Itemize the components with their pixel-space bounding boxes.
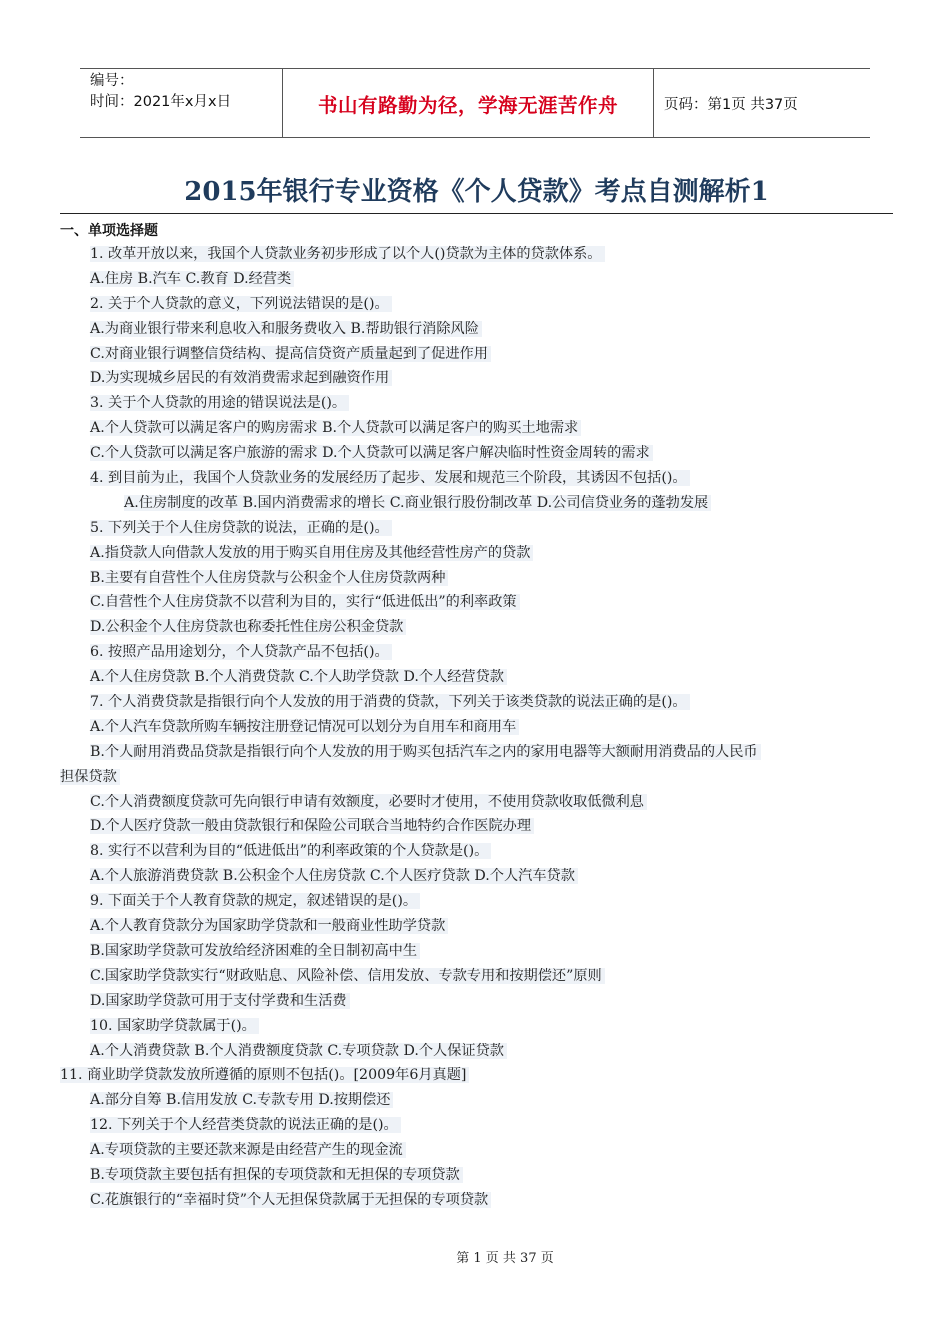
question-line xyxy=(60,391,890,416)
question-line-text: 3. 关于个人贷款的用途的错误说法是()。 xyxy=(90,395,349,411)
question-line xyxy=(60,864,890,889)
question-line xyxy=(60,242,890,267)
question-line-text: C.自营性个人住房贷款不以营利为目的，实行“低进低出”的利率政策 xyxy=(90,594,520,610)
question-line-text: 2. 关于个人贷款的意义，下列说法错误的是()。 xyxy=(90,296,392,312)
question-line xyxy=(60,317,890,342)
header-table xyxy=(80,68,870,138)
question-line xyxy=(60,342,890,367)
question-line-text: 11. 商业助学贷款发放所遵循的原则不包括()。[2009年6月真题] xyxy=(60,1067,469,1083)
question-line-text: A.专项贷款的主要还款来源是由经营产生的现金流 xyxy=(90,1142,406,1158)
question-line xyxy=(60,1113,890,1138)
question-line xyxy=(60,690,890,715)
question-line-text: 12. 下列关于个人经营类贷款的说法正确的是()。 xyxy=(90,1117,401,1133)
page-footer: 第 1 页 共 37 页 xyxy=(456,1251,554,1266)
question-line-text: 1. 改革开放以来，我国个人贷款业务初步形成了以个人()贷款为主体的贷款体系。 xyxy=(90,246,605,262)
header-page-info: 页码：第1页 共37页 xyxy=(664,96,798,113)
section-heading: 一、单项选择题 xyxy=(60,223,158,239)
question-line xyxy=(60,1188,890,1213)
question-line-text: C.花旗银行的“幸福时贷”个人无担保贷款属于无担保的专项贷款 xyxy=(90,1192,491,1208)
document-title: 2015年银行专业资格《个人贷款》考点自测解析1 xyxy=(60,172,893,214)
question-line-text: A.住房制度的改革 B.国内消费需求的增长 C.商业银行股份制改革 D.公司信贷业务的蓬勃发展 xyxy=(124,495,711,511)
header-motto: 书山有路勤为径，学海无涯苦作舟 xyxy=(282,69,654,137)
question-line-text: C.个人消费额度贷款可先向银行申请有效额度，必要时才使用，不使用贷款收取低微利息 xyxy=(90,794,647,810)
question-line-text: D.公积金个人住房贷款也称委托性住房公积金贷款 xyxy=(90,619,406,635)
question-line xyxy=(60,1138,890,1163)
question-line-text: 7. 个人消费贷款是指银行向个人发放的用于消费的贷款，下列关于该类贷款的说法正确的是()。 xyxy=(90,694,690,710)
question-line-text: 9. 下面关于个人教育贷款的规定，叙述错误的是()。 xyxy=(90,893,420,909)
question-line xyxy=(60,590,890,615)
question-line-text: C.国家助学贷款实行“财政贴息、风险补偿、信用发放、专款专用和按期偿还”原则 xyxy=(90,968,605,984)
question-line xyxy=(60,615,890,640)
date-label: 时间：2021年x月x日 xyxy=(90,94,232,110)
question-line xyxy=(60,740,890,765)
question-line xyxy=(60,889,890,914)
question-line xyxy=(60,939,890,964)
question-line-text: A.指贷款人向借款人发放的用于购买自用住房及其他经营性房产的贷款 xyxy=(90,545,533,561)
question-line-text: A.住房 B.汽车 C.教育 D.经营类 xyxy=(90,271,294,287)
question-line xyxy=(60,715,890,740)
question-line xyxy=(60,814,890,839)
question-line xyxy=(60,516,890,541)
question-line xyxy=(60,914,890,939)
question-line-text: B.专项贷款主要包括有担保的专项贷款和无担保的专项贷款 xyxy=(90,1167,463,1183)
question-line-text: B.主要有自营性个人住房贷款与公积金个人住房贷款两种 xyxy=(90,570,448,586)
question-line-text: 担保贷款 xyxy=(60,769,120,785)
question-line-text: A.个人住房贷款 B.个人消费贷款 C.个人助学贷款 D.个人经营贷款 xyxy=(90,669,507,685)
question-line-text: 10. 国家助学贷款属于()。 xyxy=(90,1018,259,1034)
question-line xyxy=(60,765,890,790)
question-line-text: A.个人贷款可以满足客户的购房需求 B.个人贷款可以满足客户的购买土地需求 xyxy=(90,420,581,436)
question-line-text: A.个人消费贷款 B.个人消费额度贷款 C.专项贷款 D.个人保证贷款 xyxy=(90,1043,507,1059)
question-line xyxy=(60,839,890,864)
question-line-text: A.个人教育贷款分为国家助学贷款和一般商业性助学贷款 xyxy=(90,918,448,934)
question-line xyxy=(60,441,890,466)
question-line-text: A.个人汽车贷款所购车辆按注册登记情况可以划分为自用车和商用车 xyxy=(90,719,519,735)
question-line xyxy=(60,366,890,391)
question-line xyxy=(60,1063,890,1088)
question-line-text: D.国家助学贷款可用于支付学费和生活费 xyxy=(90,993,350,1009)
number-label: 编号： xyxy=(90,73,134,89)
question-line-text: 5. 下列关于个人住房贷款的说法，正确的是()。 xyxy=(90,520,392,536)
question-line xyxy=(60,1088,890,1113)
question-line xyxy=(60,566,890,591)
question-line xyxy=(60,1163,890,1188)
question-list xyxy=(60,242,890,1213)
question-line-text: 6. 按照产品用途划分，个人贷款产品不包括()。 xyxy=(90,644,392,660)
question-line xyxy=(60,665,890,690)
question-line-text: C.个人贷款可以满足客户旅游的需求 D.个人贷款可以满足客户解决临时性资金周转的需求 xyxy=(90,445,653,461)
question-line xyxy=(60,1014,890,1039)
question-line xyxy=(60,1039,890,1064)
question-line-text: 4. 到目前为止，我国个人贷款业务的发展经历了起步、发展和规范三个阶段，其诱因不包括()。 xyxy=(90,470,690,486)
question-line xyxy=(60,292,890,317)
question-line-text: A.个人旅游消费贷款 B.公积金个人住房贷款 C.个人医疗贷款 D.个人汽车贷款 xyxy=(90,868,578,884)
question-line-text: D.为实现城乡居民的有效消费需求起到融资作用 xyxy=(90,370,392,386)
header-left-cell xyxy=(80,69,282,137)
question-line xyxy=(60,416,890,441)
question-line xyxy=(60,267,890,292)
question-line xyxy=(60,491,890,516)
question-line-text: A.为商业银行带来利息收入和服务费收入 B.帮助银行消除风险 xyxy=(90,321,482,337)
question-line xyxy=(60,790,890,815)
question-line xyxy=(60,466,890,491)
question-line-text: D.个人医疗贷款一般由贷款银行和保险公司联合当地特约合作医院办理 xyxy=(90,818,534,834)
question-line xyxy=(60,964,890,989)
question-line-text: B.国家助学贷款可发放给经济困难的全日制初高中生 xyxy=(90,943,420,959)
question-line-text: B.个人耐用消费品贷款是指银行向个人发放的用于购买包括汽车之内的家用电器等大额耐用消费品的人民币 xyxy=(90,744,761,760)
question-line-text: A.部分自筹 B.信用发放 C.专款专用 D.按期偿还 xyxy=(90,1092,393,1108)
question-line xyxy=(60,989,890,1014)
question-line xyxy=(60,541,890,566)
question-line-text: 8. 实行不以营利为目的“低进低出”的利率政策的个人贷款是()。 xyxy=(90,843,491,859)
question-line-text: C.对商业银行调整信贷结构、提高信贷资产质量起到了促进作用 xyxy=(90,346,491,362)
question-line xyxy=(60,640,890,665)
